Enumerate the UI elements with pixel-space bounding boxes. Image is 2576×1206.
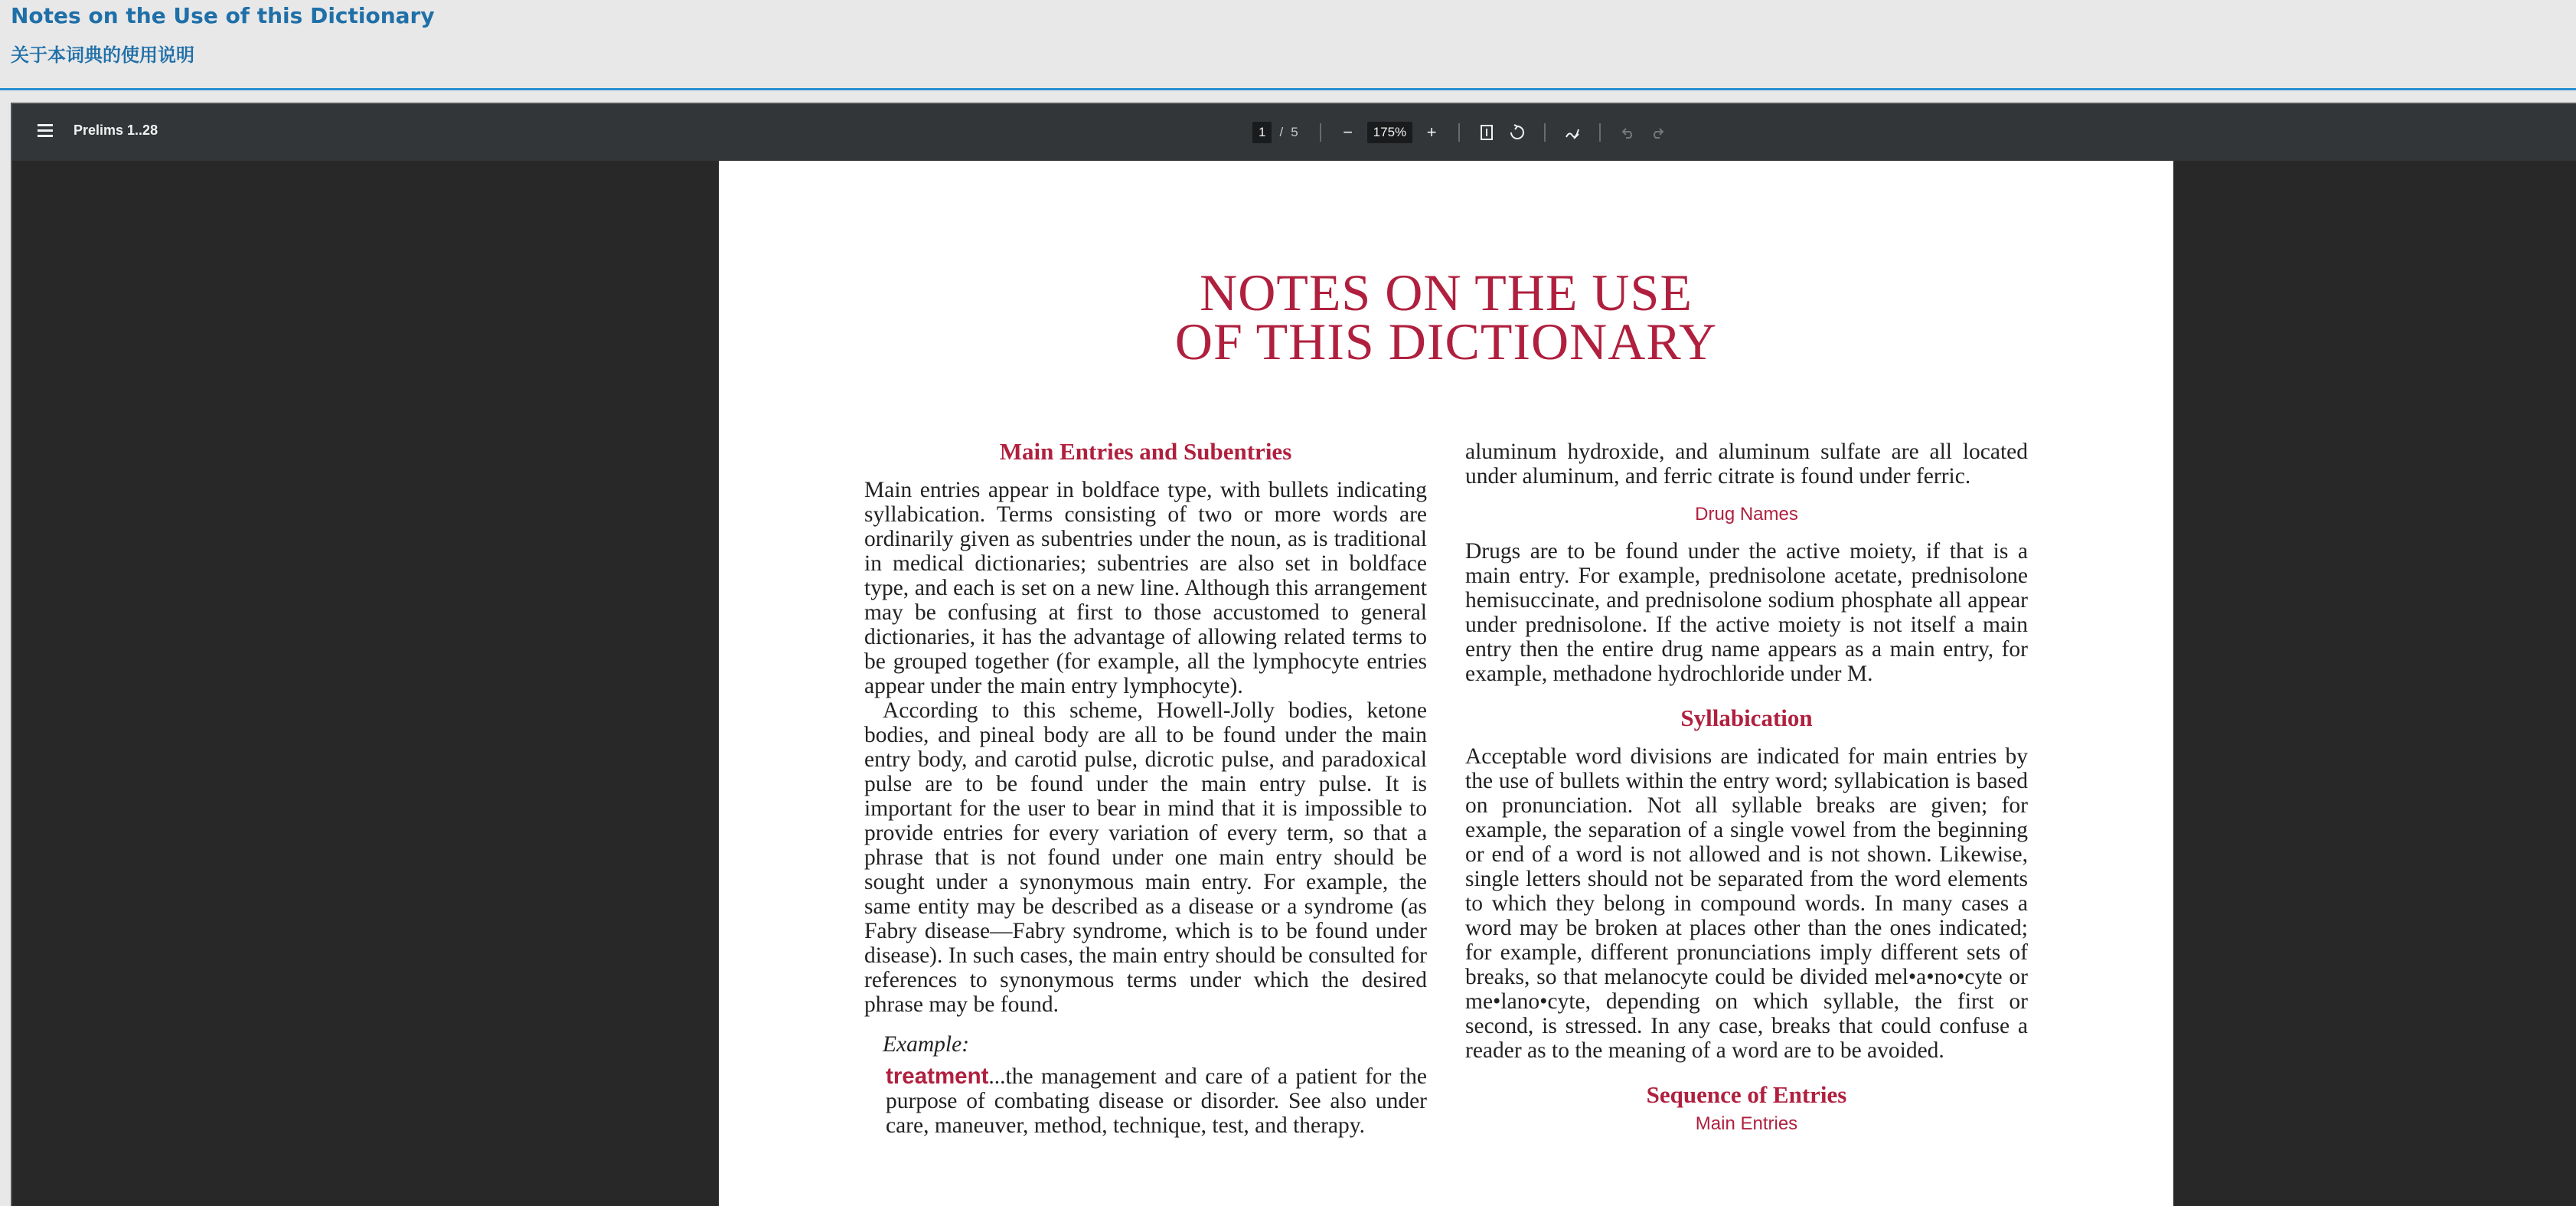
undo-icon[interactable] bbox=[1614, 119, 1641, 145]
redo-icon[interactable] bbox=[1645, 119, 1671, 145]
zoom-level-input[interactable]: 175% bbox=[1367, 122, 1412, 143]
rotate-icon[interactable] bbox=[1504, 119, 1530, 145]
example-entry-word: treatment bbox=[886, 1064, 989, 1089]
section-title-syllabication: Syllabication bbox=[1680, 704, 1813, 731]
fit-page-icon[interactable] bbox=[1474, 119, 1500, 145]
left-column bbox=[864, 440, 1427, 1138]
subsection-title-main-entries: Main Entries bbox=[1695, 1113, 1798, 1134]
toolbar-divider bbox=[1599, 123, 1601, 142]
paragraph: According to this scheme, Howell-Jolly bodies, ketone bodies, and pineal body are all to be found under the main entry body, and carotid pulse, dicrotic pulse, and paradoxical pulse are to be found under the main entry pulse. It is important for the user to bear in mind that it is impossible to provide entries for every variation of every term, so that a phrase that is not found under one main entry should be sought under a synonymous main entry. For example, the same entity may be described as a disease or a syndrome (as Fabry disease—Fabry syndrome, which is to be found under disease). In such cases, the main entry should be consulted for references to synonymous terms under which the desired phrase may be found. bbox=[864, 698, 1427, 1017]
toolbar-divider bbox=[1544, 123, 1546, 142]
section-title-sequence-of-entries: Sequence of Entries bbox=[1646, 1081, 1847, 1108]
page-header bbox=[0, 0, 2576, 90]
annotate-icon[interactable] bbox=[1559, 119, 1585, 145]
page-subtitle-chinese: 关于本词典的使用说明 bbox=[11, 44, 194, 66]
page-separator: / bbox=[1279, 125, 1284, 139]
zoom-in-button[interactable]: + bbox=[1426, 123, 1437, 142]
paragraph: Acceptable word divisions are indicated for main entries by the use of bullets within the entry word; syllabication is based on pronunciation. Not all syllable breaks are given; for example, the separation of a single vowel from the beginning or end of a word is not allowed and is not shown. Likewise, single letters should not be separated from the word elements to which they belong in compound words. In many cases a word may be broken at places other than the ones indicated; for example, different pronunciations imply different sets of breaks, so that melanocyte could be divided mel•a•no•cyte or me•lano•cyte, depending on which syllable, the first or second, is stressed. In any case, breaks that could confuse a reader as to the meaning of a word are to be avoided. bbox=[1465, 744, 2028, 1063]
toolbar-divider bbox=[1320, 123, 1321, 142]
document-heading bbox=[719, 263, 2173, 371]
toolbar-divider bbox=[1458, 123, 1460, 142]
right-column bbox=[1465, 440, 2028, 1149]
document-page bbox=[719, 161, 2173, 1206]
zoom-out-button[interactable]: − bbox=[1343, 123, 1353, 142]
example-entry bbox=[886, 1064, 1427, 1138]
toolbar-controls bbox=[1252, 116, 1671, 149]
heading-line-1: NOTES ON THE USE bbox=[1200, 263, 1693, 322]
paragraph: Drugs are to be found under the active moiety, if that is a main entry. For example, prednisolone acetate, prednisolone hemisuccinate, and prednisolone sodium phosphate all appear under prednisolone. If the active moiety is not itself a main entry then the entire drug name appears as a main entry, for example, methadone hydrochloride under M. bbox=[1465, 539, 2028, 686]
example-label: Example: bbox=[883, 1032, 970, 1057]
subsection-title-drug-names: Drug Names bbox=[1695, 504, 1798, 525]
heading-line-2: OF THIS DICTIONARY bbox=[1174, 312, 1718, 371]
example-entry-definition: ...the management and care of a patient for the purpose of combating disease or disorder. See also under care, maneuver, method, technique, test, and therapy. bbox=[886, 1064, 1427, 1138]
menu-icon[interactable] bbox=[34, 121, 57, 144]
page-total: 5 bbox=[1291, 125, 1298, 139]
page-number-input[interactable]: 1 bbox=[1252, 122, 1272, 143]
paragraph: aluminum hydroxide, and aluminum sulfate are all located under aluminum, and ferric citrate is found under ferric. bbox=[1465, 440, 2028, 489]
viewer-toolbar bbox=[12, 104, 2576, 161]
section-title-main-entries: Main Entries and Subentries bbox=[999, 438, 1292, 465]
paragraph: Main entries appear in boldface type, with bullets indicating syllabication. Terms consisting of two or more words are ordinarily given as subentries under the noun, as is traditional in medical dictionaries; subentries are also set in boldface type, and each is set on a new line. Although this arrangement may be confusing at first to those accustomed to general dictionaries, it has the advantage of allowing related terms to be grouped together (for example, all the lymphocyte entries appear under the main entry lymphocyte). bbox=[864, 478, 1427, 698]
document-title: Prelims 1..28 bbox=[73, 123, 158, 138]
pdf-viewer bbox=[11, 103, 2576, 1206]
page-title: Notes on the Use of this Dictionary bbox=[11, 3, 435, 28]
